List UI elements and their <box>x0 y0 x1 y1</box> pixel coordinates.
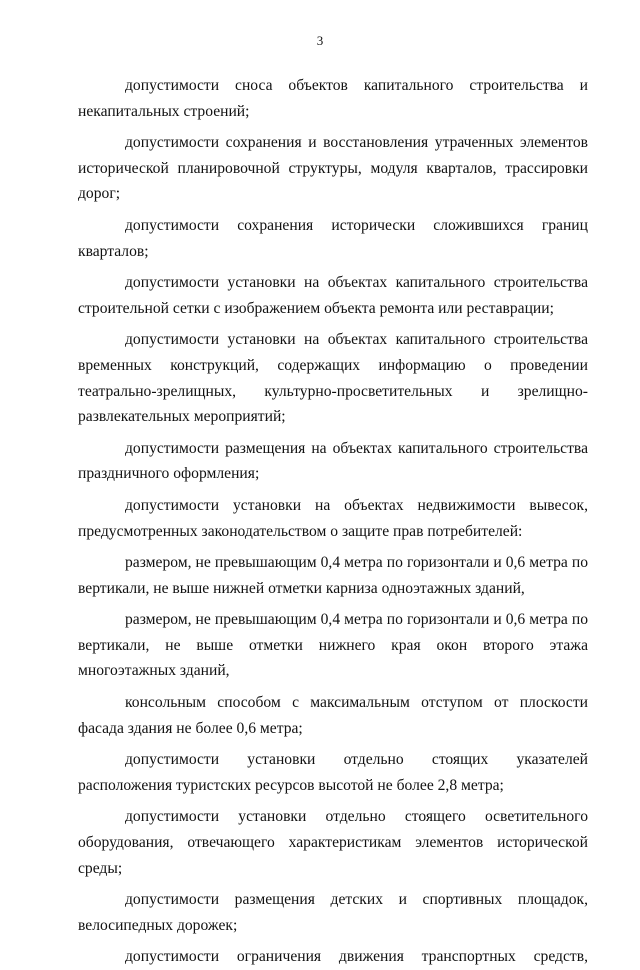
paragraph-historic-layout: допустимости сохранения и восстановления утраченных элементов исторической планировочной структуры, модуля кварталов, трассировки дорог; <box>78 134 588 203</box>
paragraph-block-boundaries: допустимости сохранения исторически сложившихся границ кварталов; <box>78 216 588 260</box>
paragraph-temporary-structures: допустимости установки на объектах капитального строительства временных конструкций, содержащих информацию о проведении театрально-зрелищных, культурно-просветительных и зрелищно-развлекательных мероприятий; <box>78 331 588 426</box>
paragraph-size-single-storey: размером, не превышающим 0,4 метра по горизонтали и 0,6 метра по вертикали, не выше нижней отметки карниза одноэтажных зданий, <box>78 554 588 597</box>
paragraph-construction-net: допустимости установки на объектах капитального строительства строительной сетки с изображением объекта ремонта или реставрации; <box>78 274 588 317</box>
document-body <box>78 73 588 970</box>
paragraph-festive-decoration: допустимости размещения на объектах капитального строительства праздничного оформления; <box>78 439 588 483</box>
paragraph-traffic-restriction: допустимости ограничения движения транспортных средств, <box>125 948 588 966</box>
paragraph-lighting: допустимости установки отдельно стоящего осветительного оборудования, отвечающего характеристикам элементов исторической среды; <box>78 808 588 877</box>
paragraph-playgrounds: допустимости размещения детских и спортивных площадок, велосипедных дорожек; <box>78 891 588 934</box>
paragraph-signboards: допустимости установки на объектах недвижимости вывесок, предусмотренных законодательством о защите прав потребителей: <box>78 496 588 540</box>
paragraph-console-method: консольным способом с максимальным отступом от плоскости фасада здания не более 0,6 метра; <box>78 694 588 737</box>
page-number: 3 <box>316 33 324 48</box>
paragraph-tourist-signs: допустимости установки отдельно стоящих указателей расположения туристских ресурсов высотой не более 2,8 метра; <box>78 751 588 794</box>
paragraph-demolition: допустимости сноса объектов капитального строительства и некапитальных строений; <box>78 77 588 120</box>
paragraph-size-multi-storey: размером, не превышающим 0,4 метра по горизонтали и 0,6 метра по вертикали, не выше отметки нижнего края окон второго этажа многоэтажных зданий, <box>78 611 588 680</box>
